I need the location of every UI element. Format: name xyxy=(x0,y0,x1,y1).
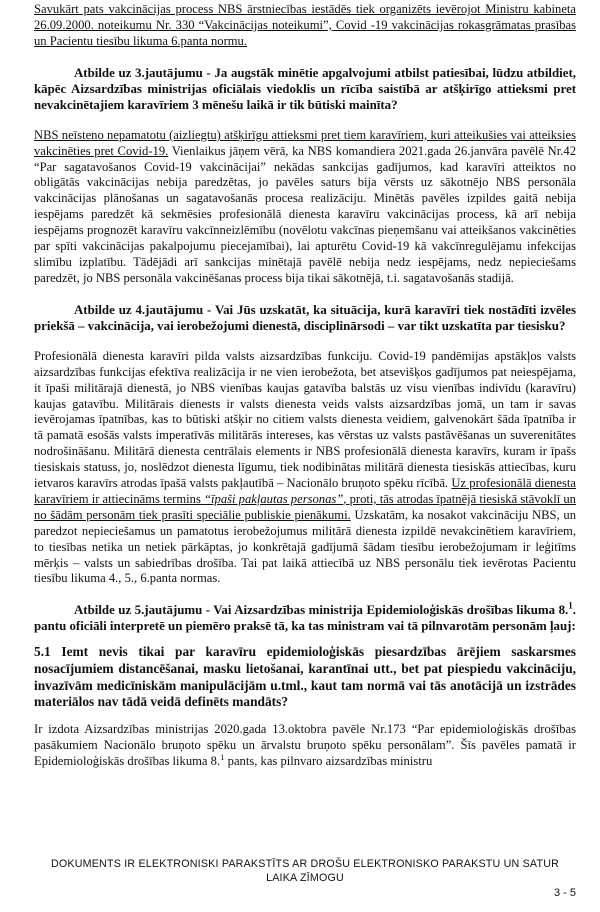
question-5-1-heading: 5.1 Iemt nevis tikai par karavīru epidemioloģiskās piesardzības ārējiem saskarsmes nosacījumiem distancēšanai, masku lietošanai, karantīnai utt., bet pat piespiedu vakcināciju, invazīvām medicīniskām manipulācijām u.tml., kaut tam normā vai tās anotācijā un izstrādes materiālos nav tādā veidā definēts mandāts? xyxy=(34,644,576,710)
question-5-superscript: 1 xyxy=(568,601,573,612)
footer-line-1: DOKUMENTS IR ELEKTRONISKI PARAKSTĪTS AR DROŠU ELEKTRONISKO PARAKSTU UN SATUR xyxy=(50,858,560,870)
question-5-text-post: . pantu oficiāli interpretē un piemēro praksē tā, ka tas ministram vai tā pilnvarotām personām ļauj: xyxy=(34,603,576,634)
answer-3-text: Vienlaikus jāņem vērā, ka NBS komandiera 2021.gada 26.janvāra pavēlē Nr.42 “Par sagatavošanos Covid-19 vakcinācijai” nekādas sankcijas gadījumos, kad karavīri atteiktos no obligātās vakcinācijas nebija paredzētas, jo pavēles saturs bija vērsts uz sākotnējo NBS personāla vakcinācijas plānošanas un sagatavošanās procesa realizāciju. Minētās pavēles izpildes gaitā nebija iespējams paredzēt kā sekmēsies profesionālā dienesta karavīru vakcinācijas process, kā arī nebija iespējams prognozēt karavīru vakcīnneizlēmību (novēlotu vakcīnas pieņemšanu vai atteikšanos vakcinēties par spīti vakcinācijas pakalpojumu piecejamībai), lai apturētu Covid-19 kā vakcīnregulējamu infekcijas slimību izplatību. Tādējādi arī sankcijas minētajā pavēlē nebija nedz iespējams, nedz nepieciešams paredzēt, jo NBS personāla vakcinēšanas process bija tikai sākotnējā, t.i. sagatavošanās stadijā. xyxy=(34,143,576,285)
intro-paragraph xyxy=(34,2,576,50)
answer-4-underlined-b: , proti, tās atrodas īpatnējā tiesiskā stāvoklī un no šādām personām tiek prasīti speciālie publiskie pienākumi. xyxy=(34,491,576,522)
question-3-heading: Atbilde uz 3.jautājumu - Ja augstāk minētie apgalvojumi atbilst patiesībai, lūdzu atbildiet, kāpēc Aizsardzības ministrijas oficiālais viedoklis un rīcība saistībā ar atšķirīgo attieksmi pret nevakcinētajiem karavīriem 3 mēnešu laikā ir tik būtiski mainīta? xyxy=(34,65,576,112)
question-5-text-pre: Atbilde uz 5.jautājumu - Vai Aizsardzības ministrija Epidemioloģiskās drošības likuma 8. xyxy=(74,603,569,618)
page-number: 3 - 5 xyxy=(553,887,576,899)
footer-line-2: LAIKA ZĪMOGU xyxy=(266,872,344,884)
answer-3-underlined-text: NBS neīsteno nepamatotu (aizliegtu) atšķirīgu attieksmi pret tiem karavīriem, kuri atteikušies vai atteiksies vakcinēties pret Covid-19. xyxy=(34,127,576,158)
signature-footer xyxy=(34,857,576,885)
answer-3-paragraph xyxy=(34,128,576,287)
answer-5-text-pre: Ir izdota Aizsardzības ministrijas 2020.gada 13.oktobra pavēle Nr.173 “Par epidemioloģiskās drošības pasākumiem Nacionālo bruņoto spēku un ārvalstu bruņoto spēku personālam”. Šīs pavēles pamatā ir Epidemioloģiskās drošības likuma 8. xyxy=(34,721,576,768)
answer-5-superscript: 1 xyxy=(220,751,225,762)
answer-5-text-post: pants, kas pilnvaro aizsardzības ministru xyxy=(224,753,433,768)
answer-4-text-part1: Profesionālā dienesta karavīri pilda valsts aizsardzības funkciju. Covid-19 pandēmijas apstākļos valsts aizsardzības funkcijas efektīva realizācija ir ne vien ierobežota, bet atsevišķos gadījumos pat neiespējama, it īpaši militārajā dienestā, jo NBS vienības kaujas gatavība balstās uz visu vienības indivīdu (karavīru) kaujas gatavību. Militārais dienests ir valsts dienesta veids valsts aizsardzības jomā, un tam ir savas ievērojamas īpatnības, kas to būtiski atšķir no citiem valsts dienesta veidiem, galvenokārt šāda īpatnība ir tā pamatā esošās valsts imperatīvās militārās intereses, kas vērstas uz valsts pastāvēšanas un suverenitātes nodrošināšanu. Militārā dienesta centrālais elements ir NBS profesionālā dienesta karavīrs, kuram ir īpašs tiesiskais statuss, jo, noslēdzot dienesta līgumu, tiek nodibinātas militārā dienesta tiesiskās attiecības, kuru ietvaros karavīrs atrodas īpašā valsts pakļautībā – Nacionālo bruņoto spēku rīcībā. xyxy=(34,348,576,491)
answer-4-paragraph xyxy=(34,349,576,588)
question-4-heading: Atbilde uz 4.jautājumu - Vai Jūs uzskatāt, ka situācija, kurā karavīri tiek nostādīti izvēles priekšā – vakcinācija, vai ierobežojumi dienestā, disciplinārsodi – var tikt uzskatīta par tiesisku? xyxy=(34,302,576,333)
answer-5-paragraph xyxy=(34,722,576,770)
answer-4-underlined-a: Uz profesionālā dienesta karavīriem ir attiecināms termins xyxy=(34,476,576,506)
answer-4-underlined-quoted-term: “īpaši pakļautas personas” xyxy=(204,491,344,506)
question-5-heading xyxy=(34,602,576,634)
answer-4-text-part2: Uzskatām, ka nosakot vakcināciju NBS, un paredzot nepieciešamus un pamatotus ierobežojumus militārā dienesta izpildē nevakcinētiem karavīriem, to tiesības netika un netiek pārkāptas, jo konkrētajā gadījumā šādam tiesību ierobežojumam ir leģitīms mērķis – valsts un sabiedrības drošība. Tai pat laikā attiecībā uz NBS personālu tiek ievērotas Pacientu tiesību likuma 4., 5., 6.panta normas. xyxy=(34,507,576,586)
intro-underlined-text: Savukārt pats vakcinācijas process NBS ārstniecības iestādēs tiek organizēts ievērojot Ministru kabineta 26.09.2000. noteikumu Nr. 330 “Vakcinācijas noteikumi”, Covid -19 vakcinācijas rokasgrāmatas prasības un Pacientu tiesību likuma 6.panta normu. xyxy=(34,2,576,48)
